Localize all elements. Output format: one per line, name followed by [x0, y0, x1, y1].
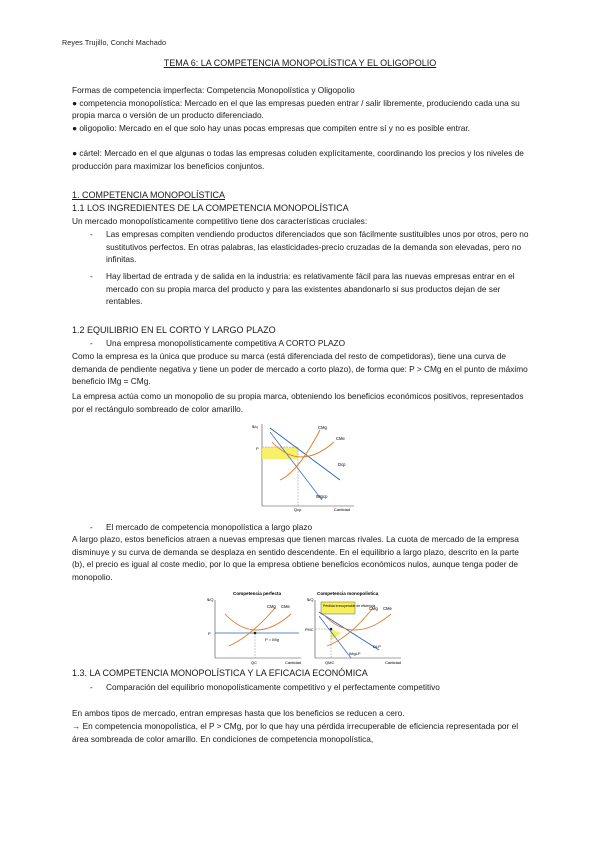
panel-b-demand	[319, 612, 379, 650]
label-imgcp: IMgcp	[316, 494, 328, 499]
label-cme: CMe	[336, 436, 345, 441]
long-run-item: El mercado de competencia monopolística a largo plazo	[106, 522, 313, 532]
panel-a-label-cantidad: Cantidad	[285, 660, 302, 665]
label-cantidad: Cantidad	[334, 507, 351, 512]
panel-b-cme	[323, 614, 391, 630]
list-dash: -	[90, 271, 93, 281]
bullet-monopolistic: ● competencia monopolística: Mercado en el que las empresas pueden entrar / salir libremente, produciendo cada una su propia marca o versión de un producto diferenciado.	[72, 97, 520, 121]
panel-a-label-cme: CMe	[281, 604, 290, 609]
long-run-comparison-graph	[203, 588, 403, 666]
bullet-oligopoly: ● oligopolio: Mercado en el que solo hay unas pocas empresas que compiten entre sí y no es posible entrar.	[72, 123, 470, 133]
list-dash: -	[90, 338, 93, 348]
short-run-graph	[250, 420, 360, 515]
long-run-paragraph: A largo plazo, estos beneficios atraen a nuevas empresas que tienen marcas rivales. La cuota de mercado de la empresa disminuye y su curva de demanda se desplaza en sentido descendente. En el equilibrio a largo plazo, descrito en la parte (b), el precio es igual al coste medio, por lo que la empresa obtiene beneficios económicos nulos, aunque tenga poder de monopolio.	[72, 534, 519, 582]
panel-b-label-cmg: CMg	[369, 606, 378, 611]
panel-b-label-pmc: PMC	[305, 628, 314, 632]
short-run-item: Una empresa monopolísticamente competitiva A CORTO PLAZO	[106, 338, 346, 348]
section-1-3-heading: 1.3. LA COMPETENCIA MONOPOLÍSTICA Y LA EFICACIA ECONÓMICA	[72, 668, 368, 678]
panel-b-label-imglp: IMgLP	[349, 651, 361, 656]
efficiency-paragraph: → En competencia monopolística, el P > CMg, por lo que hay una pérdida irrecuperable de eficiencia representada por el área sombreada de color amarillo. En condiciones de competencia monopolística,	[72, 721, 519, 744]
panel-a-label-p-img: P = IMg	[265, 637, 279, 642]
label-dcp: Dcp	[338, 462, 346, 467]
feature-free-entry: Hay libertad de entrada y de salida en la industria: es relativamente fácil para las nuevas empresas entrar en el mercado con su propia marca del producto y para las existentes abandonarlo si sus productos dejan de ser rentables.	[106, 271, 515, 307]
panel-b-label-cme: CMe	[383, 606, 392, 611]
marginal-revenue-curve	[270, 432, 322, 500]
label-qcp: Qcp	[294, 507, 302, 512]
section-1-2-heading: 1.2 EQUILIBRIO EN EL CORTO Y LARGO PLAZO	[72, 325, 276, 335]
monopoly-paragraph: La empresa actúa como un monopolio de su propia marca, obteniendo los beneficios económicos positivos, representados por el rectángulo sombreado de color amarillo.	[72, 391, 524, 414]
panel-b-label-dlp: DLP	[373, 644, 381, 649]
panel-a-y-label: $/Q	[207, 597, 214, 602]
document-title: TEMA 6: LA COMPETENCIA MONOPOLÍSTICA Y EL OLIGOPOLIO	[163, 58, 437, 68]
author-line: Reyes Trujillo, Conchi Machado	[62, 38, 167, 47]
intro-heading: Formas de competencia imperfecta: Competencia Monopolística y Oligopolio	[72, 85, 355, 95]
panel-b-label-qmc: QMC	[325, 660, 335, 665]
panel-a-cme	[225, 614, 291, 630]
panel-b-label-cantidad: Cantidad	[385, 660, 402, 665]
label-cmg: CMg	[318, 425, 327, 430]
short-run-paragraph: Como la empresa es la única que produce su marca (está diferenciada del resto de competidoras), tiene una curva de demanda de pendiente negativa y tiene un poder de mercado a corto plazo), de forma que: P > CMg en el punto de máximo beneficio IMg = CMg.	[72, 351, 528, 387]
label-p: P	[256, 446, 259, 451]
section-1-1-heading: 1.1 LOS INGREDIENTES DE LA COMPETENCIA MONOPOLÍSTICA	[72, 203, 349, 213]
panel-b-y-label: $/Q	[307, 597, 314, 602]
axis-y-label: $/q	[252, 424, 258, 429]
panel-b-title: Competencia monopolística	[317, 591, 379, 596]
feature-differentiated-products: Las empresas compiten vendiendo productos diferenciados que son fácilmente sustituibles unos por otros, pero no sustitutivos perfectos. En otras palabras, las elasticidades-precio cruzadas de la demanda son elevadas, pero no infinitas.	[106, 229, 529, 265]
comparison-item: Comparación del equilibrio monopolísticamente competitivo y el perfectamente competitivo	[106, 682, 440, 692]
deadweight-loss-label: Pérdida irrecuperable de eficiencia	[323, 604, 376, 608]
list-dash: -	[90, 522, 93, 532]
panel-a-label-qc: QC	[251, 660, 257, 665]
panel-a-label-cmg: CMg	[267, 604, 276, 609]
section-1-heading: 1. COMPETENCIA MONOPOLÍSTICA	[72, 190, 226, 200]
bullet-cartel: ● cártel: Mercado en el que algunas o todas las empresas coluden explícitamente, coordinando los precios y los niveles de producción para maximizar los beneficios conjuntos.	[72, 148, 524, 171]
list-dash: -	[90, 229, 93, 239]
list-dash: -	[90, 682, 93, 692]
zero-profit-paragraph: En ambos tipos de mercado, entran empresas hasta que los beneficios se reducen a cero.	[72, 708, 405, 718]
section-1-1-intro: Un mercado monopolísticamente competitivo tiene dos características cruciales:	[72, 216, 368, 226]
panel-a-label-p: P	[208, 631, 211, 636]
panel-a-title: Competencia perfecta	[233, 591, 281, 596]
